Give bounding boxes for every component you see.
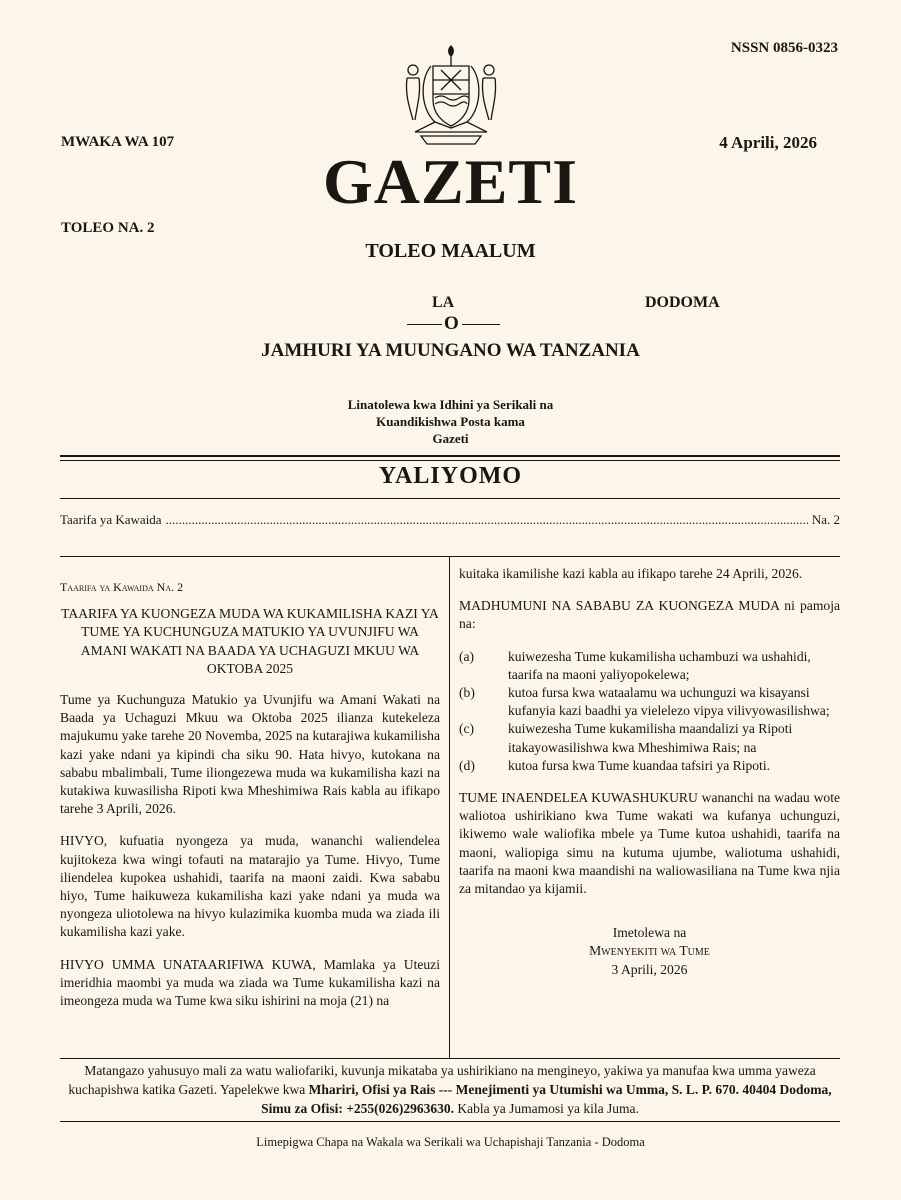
footer-address: Mhariri, Ofisi ya Rais --- Menejimenti ya Utumishi wa Umma, S. L. P. 670. 40404 Dodoma, Simu za Ofisi: +255(026)2963630. (261, 1082, 832, 1116)
notice-paragraph: HIVYO, kufuatia nyongeza ya muda, wananchi waliendelea kujitokeza kwa wingi tofauti na matarajio ya Tume. Hivyo, Tume iliendelea kupokea ushahidi, taarifa na maoni zaidi. Kwa sababu hiyo, Tume haikuweza kukamilisha kazi yake ndani ya muda wa nyongeza uliotolewa na hivyo kulazimika kuomba muda wa ziada ili kukamilisha kazi yake. (60, 833, 440, 940)
gazette-title: GAZETI (323, 146, 578, 217)
footer-text: Matangazo yahusuyo mali za watu waliofariki, kuvunja mikataba ya ushirikiano na mengineyo, yakiwa ya manufaa kwa umma yaweza kuchapishwa katika Gazeti. Yapelekwe kwa (68, 1063, 816, 1097)
city-label: DODOMA (645, 294, 720, 311)
contents-title: YALIYOMO (378, 463, 523, 489)
footer-notice (60, 1061, 840, 1118)
thanks-paragraph: TUME INAENDELEA KUWASHUKURU wananchi na wadau wote waliotoa ushirikiano kwa Tume wakati wa kufanya uchunguzi, ikiwemo wale waliofika mbele ya Tume kutoa ushahidi, taarifa na maoni, waliopiga simu na kutuma ujumbe, waliotuma ushahidi, taarifa na maoni kwa maandishi na waliowasiliana na Tume kwa njia za mitandao ya kijamii. (459, 790, 840, 897)
ornament-o: O (444, 313, 459, 334)
notice-heading: TAARIFA YA KUONGEZA MUDA WA KUKAMILISHA KAZI YA TUME YA KUCHUNGUZA MATUKIO YA UVUNJIFU WA AMANI WAKATI NA BAADA YA UCHAGUZI MKUU WA OKTOBA 2025 (61, 606, 439, 676)
republic-name: JAMHURI YA MUUNGANO WA TANZANIA (261, 340, 640, 361)
footer-text-end: Kabla ya Jumamosi ya kila Juma. (454, 1101, 639, 1116)
notice-paragraph: Tume ya Kuchunguza Matukio ya Uvunjifu wa Amani Wakati na Baada ya Uchaguzi Mkuu wa Oktoba 2025 ilianza kutekeleza majukumu yake tarehe 20 Novemba, 2025 na kutarajiwa kukamilisha kazi yake ndani ya kipindi cha siku 90. Hata hivyo, kutokana na sababu mbalimbali, Tume iliongezewa muda wa kukamilisha kazi na kutakiwa kuwasilisha Ripoti kwa Mheshimiwa Rais kabla au ifikapo tarehe 3 Aprili, 2026. (60, 692, 440, 817)
notice-number: Taarifa ya Kawaida Na. 2 (60, 580, 184, 594)
list-item: (b) kutoa fursa kwa wataalamu wa uchunguzi wa kisayansi kufanyia kazi baadhi ya vielelezo vipya vilivyowasilishwa; (459, 685, 830, 719)
contents-entry-label: Taarifa ya Kawaida (60, 512, 162, 527)
special-edition-label: TOLEO MAALUM (365, 240, 536, 262)
notice-left-column (60, 578, 440, 1024)
divider (60, 498, 840, 499)
signature-block (459, 924, 840, 979)
list-item: (a) kuiwezesha Tume kukamilisha uchambuzi wa ushahidi, taarifa na maoni yaliyopokelewa; (459, 648, 811, 682)
column-divider (449, 556, 450, 1058)
notice-paragraph: HIVYO UMMA UNATAARIFIWA KUWA, Mamlaka ya Uteuzi imeridhia maombi ya muda wa ziada wa Tume kukamilisha kazi na imeongeza muda wa Tume kwa siku ishirini na moja (21) na (60, 956, 440, 1009)
nssn-number: NSSN 0856-0323 (730, 40, 838, 56)
list-item: (d) kutoa fursa kwa Tume kuandaa tafsiri ya Ripoti. (459, 757, 771, 773)
la-label: LA (432, 294, 455, 311)
authority-line-3: Gazeti (432, 431, 469, 446)
divider (60, 460, 840, 461)
divider (60, 455, 840, 457)
issue-date: 4 Aprili, 2026 (719, 133, 817, 152)
notice-right-column (459, 565, 840, 979)
volume-year: MWAKA WA 107 (61, 134, 175, 150)
coat-of-arms-emblem (395, 40, 507, 152)
signatory: Mwenyekiti wa Tume (589, 943, 710, 959)
leader-dots (166, 512, 808, 528)
divider (60, 1058, 840, 1059)
issue-number: TOLEO NA. 2 (61, 220, 155, 236)
printer-line: Limepigwa Chapa na Wakala wa Serikali wa Uchapishaji Tanzania - Dodoma (256, 1135, 645, 1149)
list-item: (c) kuiwezesha Tume kukamilisha maandalizi ya Ripoti itakayowasilishwa kwa Mheshimiwa Rais; na (459, 721, 793, 755)
purpose-list (459, 648, 840, 775)
notice-paragraph: kuitaka ikamilishe kazi kabla au ifikapo tarehe 24 Aprili, 2026. (459, 566, 803, 581)
authority-line-2: Kuandikishwa Posta kama (376, 414, 525, 429)
contents-entry-ref: Na. 2 (811, 512, 840, 527)
divider (60, 556, 840, 557)
ornament-rule-left (407, 324, 442, 325)
authority-line-1: Linatolewa kwa Idhini ya Serikali na (347, 397, 554, 412)
ornament-rule-right (462, 324, 500, 325)
issued-date: 3 Aprili, 2026 (611, 961, 688, 977)
contents-entry (60, 512, 840, 528)
issued-by: Imetolewa na (612, 925, 687, 941)
purpose-intro: MADHUMUNI NA SABABU ZA KUONGEZA MUDA ni pamoja na: (459, 598, 840, 632)
divider (60, 1121, 840, 1122)
